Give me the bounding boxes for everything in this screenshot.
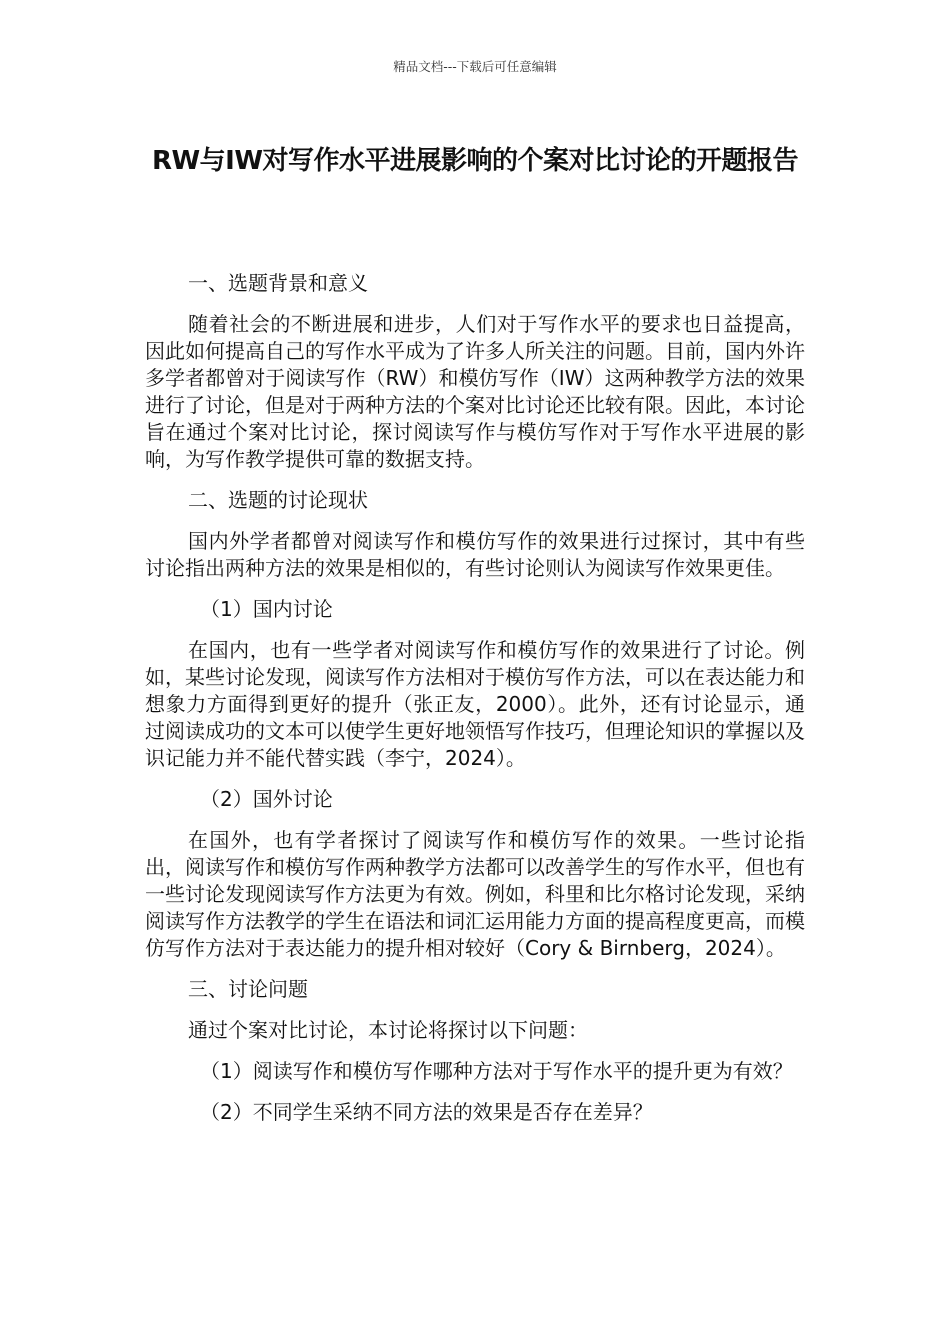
section-heading-background: 一、选题背景和意义 — [188, 271, 368, 295]
sub-heading-domestic: （1）国内讨论 — [200, 597, 333, 621]
section-heading-questions: 三、讨论问题 — [188, 977, 308, 1001]
question-item-1: （1）阅读写作和模仿写作哪种方法对于写作水平的提升更为有效？ — [200, 1059, 793, 1083]
paragraph-background: 随着社会的不断进展和进步，人们对于写作水平的要求也日益提高，因此如何提高自己的写作水平成为了许多人所关注的问题。目前，国内外许多学者都曾对于阅读写作（RW）和模仿写作（IW）这两种教学方法的效果进行了讨论，但是对于两种方法的个案对比讨论还比较有限。因此，本讨论旨在通过个案对比讨论，探讨阅读写作与模仿写作对于写作水平进展的影响，为写作教学提供可靠的数据支持。 — [145, 312, 805, 471]
paragraph-status: 国内外学者都曾对阅读写作和模仿写作的效果进行过探讨，其中有些讨论指出两种方法的效果是相似的，有些讨论则认为阅读写作效果更佳。 — [145, 529, 805, 580]
question-item-2: （2）不同学生采纳不同方法的效果是否存在差异？ — [200, 1100, 653, 1124]
sub-heading-foreign: （2）国外讨论 — [200, 787, 333, 811]
page-header: 精品文档---下载后可任意编辑 — [393, 59, 557, 74]
paragraph-foreign: 在国外，也有学者探讨了阅读写作和模仿写作的效果。一些讨论指出，阅读写作和模仿写作两种教学方法都可以改善学生的写作水平，但也有一些讨论发现阅读写作方法更为有效。例如，科里和比尔格讨论发现，采纳阅读写作方法教学的学生在语法和词汇运用能力方面的提高程度更高，而模仿写作方法对于表达能力的提升相对较好（Cory & Birnberg，2024）。 — [145, 828, 805, 960]
document-title: RW与IW对写作水平进展影响的个案对比讨论的开题报告 — [151, 146, 799, 176]
document-body — [145, 270, 805, 1140]
section-heading-status: 二、选题的讨论现状 — [188, 488, 368, 512]
paragraph-questions-intro: 通过个案对比讨论，本讨论将探讨以下问题： — [188, 1018, 588, 1042]
paragraph-domestic: 在国内，也有一些学者对阅读写作和模仿写作的效果进行了讨论。例如，某些讨论发现，阅读写作方法相对于模仿写作方法，可以在表达能力和想象力方面得到更好的提升（张正友，2000）。此外，还有讨论显示，通过阅读成功的文本可以使学生更好地领悟写作技巧，但理论知识的掌握以及识记能力并不能代替实践（李宁，2024）。 — [145, 638, 805, 770]
